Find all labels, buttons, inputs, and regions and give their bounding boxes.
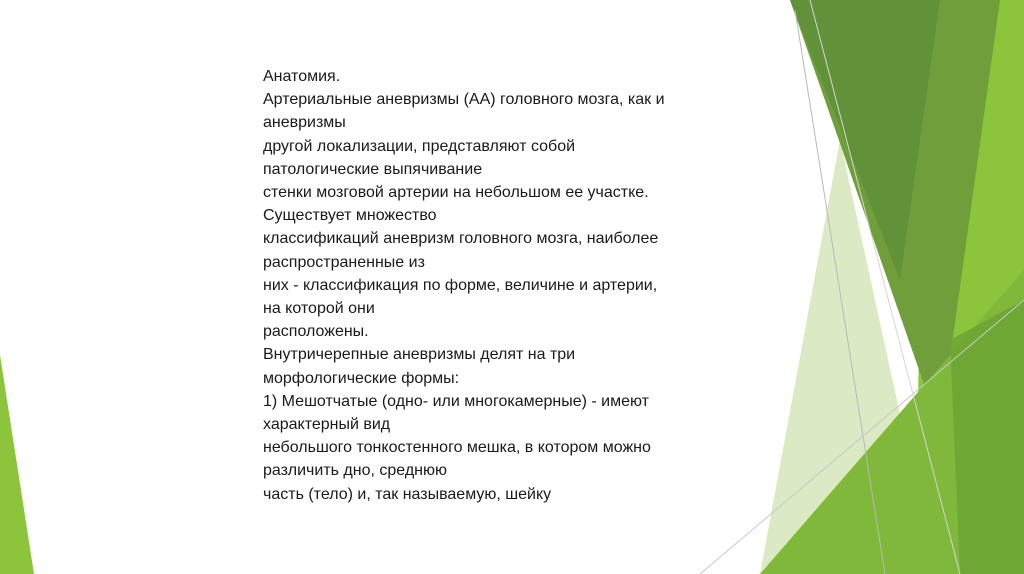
text-line: на которой они [263, 300, 375, 318]
text-line: другой локализации, представляют собой [263, 137, 576, 155]
text-line: классификаций аневризм головного мозга, наиболее [263, 230, 659, 248]
text-line: морфологические формы: [263, 369, 460, 387]
text-line: них - классификация по форме, величине и артерии, [263, 276, 658, 294]
text-line: Артериальные аневризмы (АА) головного мозга, как и [263, 91, 665, 109]
text-line: небольшого тонкостенного мешка, в котором можно [263, 439, 651, 457]
text-line: часть (тело) и, так называемую, шейку [263, 485, 552, 503]
text-line: аневризмы [263, 114, 346, 132]
text-line: Внутричерепные аневризмы делят на три [263, 346, 576, 364]
text-line: характерный вид [263, 416, 391, 434]
slide-body-text [263, 65, 783, 506]
text-line: Анатомия. [263, 68, 341, 85]
text-line: 1) Мешотчатые (одно- или многокамерные) - имеют [263, 392, 649, 410]
left-green-bar [0, 355, 34, 574]
text-line: стенки мозговой артерии на небольшом ее участке. [263, 184, 649, 202]
text-line: распространенные из [263, 253, 425, 271]
text-line: расположены. [263, 323, 369, 341]
text-line: патологические выпячивание [263, 160, 483, 178]
lower-dark-shape [950, 300, 1024, 574]
text-line: различить дно, среднюю [263, 462, 448, 480]
text-line: Существует множество [263, 207, 437, 225]
